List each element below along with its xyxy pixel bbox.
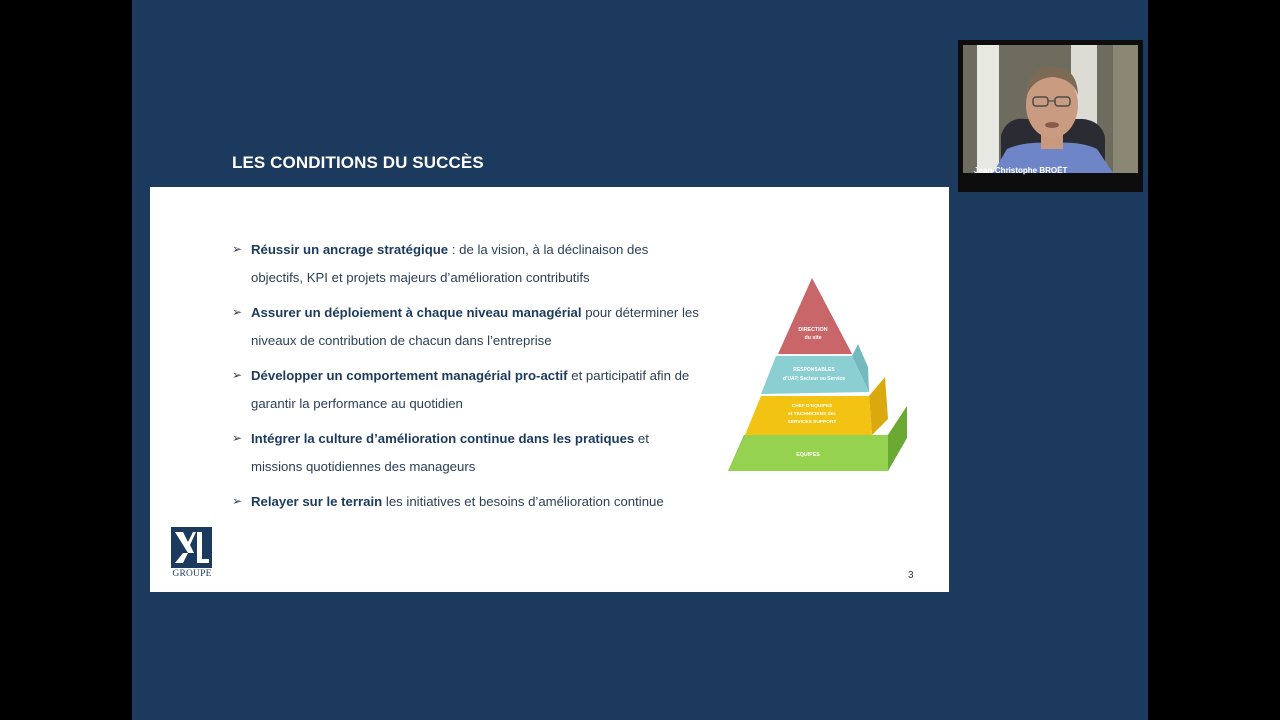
xl-groupe-logo — [170, 527, 214, 583]
bullet-list — [232, 236, 702, 524]
pyramid-level-1 — [778, 278, 852, 354]
bullet-item — [232, 488, 702, 516]
hierarchy-pyramid — [728, 274, 910, 476]
pyramid-level-4-label: EQUIPES — [796, 452, 820, 458]
pyramid-level-1-label: DIRECTION — [798, 327, 828, 333]
pyramid-level-2-sublabel: d’UAP, Secteur ou Service — [782, 376, 846, 382]
pyramid-level-1-sublabel: du site — [804, 335, 822, 341]
bullet-item — [232, 425, 702, 480]
arrow-bullet-icon: ➢ — [232, 431, 243, 445]
slide-page-number: 3 — [908, 570, 914, 581]
pyramid-level-3-sublabel: et TECHNICIENS des — [788, 412, 836, 417]
bullet-bold-text: Réussir un ancrage stratégique — [251, 242, 449, 257]
bullet-text: pour déterminer les niveaux de contribution de chacun dans l’entreprise — [251, 305, 699, 348]
x-glyph-lower — [175, 553, 188, 563]
pyramid-level-3-label: CHEF D’EQUIPES — [791, 404, 833, 409]
bullet-bold-text: Relayer sur le terrain — [251, 494, 383, 509]
webcam-tile[interactable] — [958, 40, 1143, 192]
bullet-text: et participatif afin de garantir la performance au quotidien — [251, 368, 690, 411]
bullet-item — [232, 236, 702, 291]
arrow-bullet-icon: ➢ — [232, 368, 243, 382]
pyramid-level-3-sublabel-2: SERVICES SUPPORT — [787, 420, 837, 425]
l-glyph — [197, 532, 209, 563]
xl-logo-icon — [171, 527, 212, 568]
webcam-video — [963, 45, 1138, 173]
bullet-bold-text: Intégrer la culture d’amélioration continue dans les pratiques — [251, 431, 635, 446]
pyramid-level-2 — [761, 356, 869, 394]
logo-mark — [171, 527, 212, 568]
x-glyph — [175, 532, 196, 553]
bullet-text: et missions quotidiennes des manageurs — [251, 431, 649, 474]
bullet-bold-text: Assurer un déploiement à chaque niveau managérial — [251, 305, 582, 320]
arrow-bullet-icon: ➢ — [232, 305, 243, 319]
pyramid-level-3-depth — [869, 377, 888, 435]
bullet-item — [232, 362, 702, 417]
speaker-video-frame — [963, 45, 1138, 173]
bullet-item — [232, 299, 702, 354]
bullet-bold-text: Développer un comportement managérial pro-actif — [251, 368, 568, 383]
logo-caption: GROUPE — [172, 569, 212, 579]
bullet-text: : de la vision, à la déclinaison des objectifs, KPI et projets majeurs d’amélioration contributifs — [251, 242, 649, 285]
arrow-bullet-icon: ➢ — [232, 242, 243, 256]
participant-name-label: Jean-Christophe BROËT — [974, 166, 1068, 175]
slide-header — [150, 142, 949, 187]
arrow-bullet-icon: ➢ — [232, 494, 243, 508]
slide — [150, 142, 949, 592]
pyramid-level-4-depth — [888, 406, 907, 471]
slide-title: LES CONDITIONS DU SUCCÈS — [232, 153, 484, 172]
pyramid-level-2-label: RESPONSABLES — [793, 367, 835, 373]
bullet-text: les initiatives et besoins d’amélioration continue — [382, 494, 664, 509]
